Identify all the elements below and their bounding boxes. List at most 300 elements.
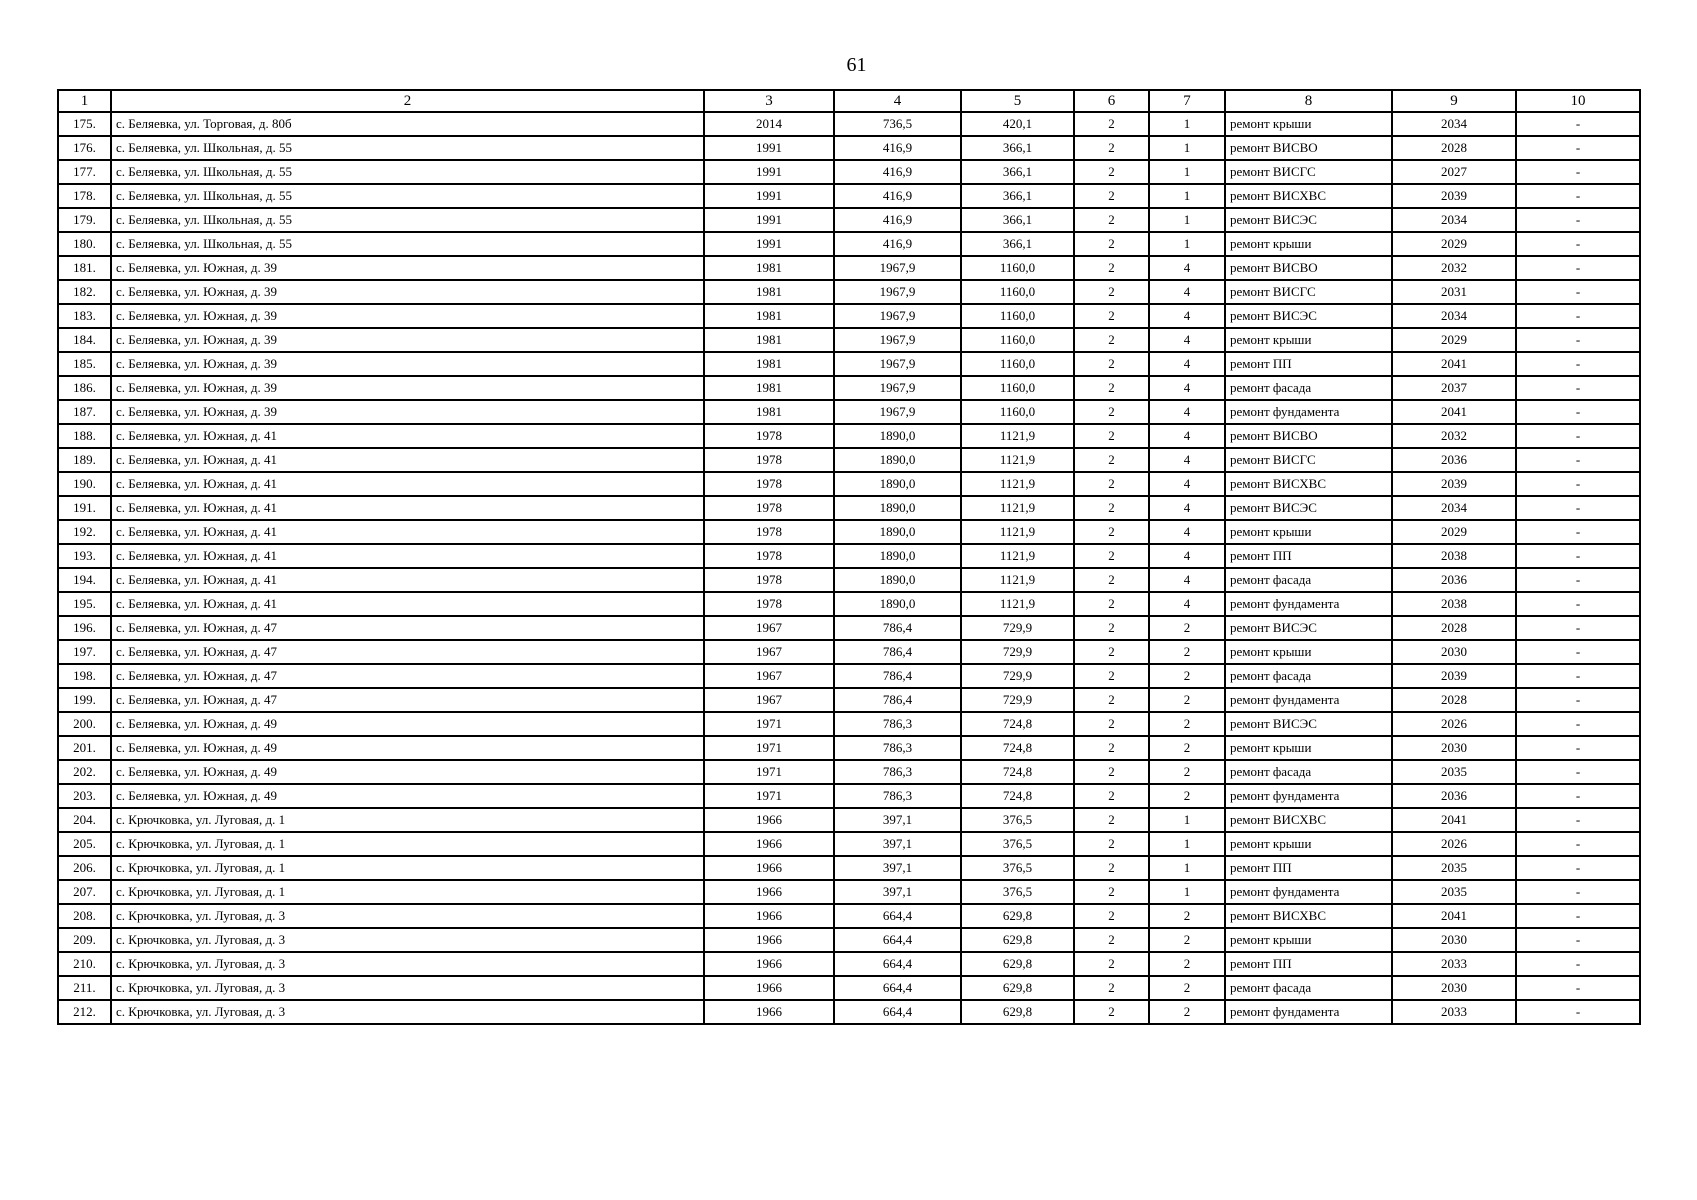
year-cell: 1978	[704, 496, 834, 520]
year-cell: 1981	[704, 304, 834, 328]
extra-cell: -	[1516, 904, 1640, 928]
entrances-cell: 2	[1149, 976, 1225, 1000]
table-row	[58, 400, 1640, 424]
work-type-cell: ремонт крыши	[1225, 232, 1392, 256]
floors-cell: 2	[1074, 976, 1149, 1000]
planned-year-cell: 2035	[1392, 760, 1516, 784]
floors-cell: 2	[1074, 112, 1149, 136]
floors-cell: 2	[1074, 400, 1149, 424]
living-area-cell: 376,5	[961, 880, 1074, 904]
planned-year-cell: 2032	[1392, 256, 1516, 280]
extra-cell: -	[1516, 208, 1640, 232]
living-area-cell: 1160,0	[961, 280, 1074, 304]
floors-cell: 2	[1074, 736, 1149, 760]
column-header-3: 3	[704, 90, 834, 112]
address-cell: с. Беляевка, ул. Южная, д. 41	[111, 472, 704, 496]
living-area-cell: 1160,0	[961, 352, 1074, 376]
year-cell: 1971	[704, 760, 834, 784]
living-area-cell: 1121,9	[961, 448, 1074, 472]
table-row	[58, 448, 1640, 472]
entrances-cell: 2	[1149, 664, 1225, 688]
column-header-1: 1	[58, 90, 111, 112]
total-area-cell: 786,4	[834, 688, 961, 712]
year-cell: 1966	[704, 832, 834, 856]
entrances-cell: 4	[1149, 544, 1225, 568]
table-row	[58, 304, 1640, 328]
work-type-cell: ремонт крыши	[1225, 640, 1392, 664]
table-row	[58, 280, 1640, 304]
work-type-cell: ремонт фундамента	[1225, 1000, 1392, 1024]
year-cell: 1966	[704, 808, 834, 832]
total-area-cell: 1967,9	[834, 304, 961, 328]
living-area-cell: 366,1	[961, 136, 1074, 160]
entrances-cell: 1	[1149, 880, 1225, 904]
year-cell: 1967	[704, 640, 834, 664]
floors-cell: 2	[1074, 544, 1149, 568]
extra-cell: -	[1516, 760, 1640, 784]
address-cell: с. Беляевка, ул. Южная, д. 39	[111, 352, 704, 376]
year-cell: 1966	[704, 952, 834, 976]
work-type-cell: ремонт ВИСХВС	[1225, 184, 1392, 208]
living-area-cell: 629,8	[961, 928, 1074, 952]
total-area-cell: 664,4	[834, 904, 961, 928]
entrances-cell: 1	[1149, 112, 1225, 136]
entrances-cell: 1	[1149, 160, 1225, 184]
table-row	[58, 136, 1640, 160]
year-cell: 1966	[704, 904, 834, 928]
work-type-cell: ремонт ВИСЭС	[1225, 712, 1392, 736]
entrances-cell: 4	[1149, 280, 1225, 304]
row-number: 178.	[58, 184, 111, 208]
living-area-cell: 1121,9	[961, 496, 1074, 520]
planned-year-cell: 2034	[1392, 496, 1516, 520]
column-header-10: 10	[1516, 90, 1640, 112]
extra-cell: -	[1516, 400, 1640, 424]
planned-year-cell: 2038	[1392, 592, 1516, 616]
entrances-cell: 2	[1149, 784, 1225, 808]
extra-cell: -	[1516, 256, 1640, 280]
floors-cell: 2	[1074, 232, 1149, 256]
row-number: 209.	[58, 928, 111, 952]
total-area-cell: 1890,0	[834, 544, 961, 568]
planned-year-cell: 2030	[1392, 976, 1516, 1000]
total-area-cell: 1890,0	[834, 592, 961, 616]
year-cell: 1971	[704, 736, 834, 760]
work-type-cell: ремонт ВИСЭС	[1225, 208, 1392, 232]
planned-year-cell: 2027	[1392, 160, 1516, 184]
living-area-cell: 724,8	[961, 736, 1074, 760]
entrances-cell: 2	[1149, 640, 1225, 664]
floors-cell: 2	[1074, 496, 1149, 520]
living-area-cell: 376,5	[961, 856, 1074, 880]
entrances-cell: 1	[1149, 184, 1225, 208]
year-cell: 1966	[704, 856, 834, 880]
year-cell: 1981	[704, 328, 834, 352]
floors-cell: 2	[1074, 448, 1149, 472]
total-area-cell: 1890,0	[834, 472, 961, 496]
address-cell: с. Беляевка, ул. Южная, д. 49	[111, 760, 704, 784]
extra-cell: -	[1516, 976, 1640, 1000]
total-area-cell: 786,3	[834, 760, 961, 784]
total-area-cell: 1890,0	[834, 424, 961, 448]
work-type-cell: ремонт ПП	[1225, 856, 1392, 880]
work-type-cell: ремонт фундамента	[1225, 400, 1392, 424]
year-cell: 1991	[704, 208, 834, 232]
work-type-cell: ремонт ВИСГС	[1225, 160, 1392, 184]
planned-year-cell: 2036	[1392, 568, 1516, 592]
year-cell: 1978	[704, 592, 834, 616]
total-area-cell: 786,4	[834, 664, 961, 688]
entrances-cell: 1	[1149, 208, 1225, 232]
year-cell: 1978	[704, 472, 834, 496]
entrances-cell: 1	[1149, 808, 1225, 832]
year-cell: 1981	[704, 400, 834, 424]
table-row	[58, 688, 1640, 712]
floors-cell: 2	[1074, 664, 1149, 688]
row-number: 177.	[58, 160, 111, 184]
address-cell: с. Крючковка, ул. Луговая, д. 3	[111, 952, 704, 976]
table-row	[58, 856, 1640, 880]
year-cell: 1966	[704, 928, 834, 952]
repair-schedule-table	[57, 89, 1641, 1025]
address-cell: с. Беляевка, ул. Южная, д. 41	[111, 592, 704, 616]
floors-cell: 2	[1074, 568, 1149, 592]
planned-year-cell: 2030	[1392, 928, 1516, 952]
total-area-cell: 664,4	[834, 952, 961, 976]
column-header-2: 2	[111, 90, 704, 112]
floors-cell: 2	[1074, 952, 1149, 976]
work-type-cell: ремонт ПП	[1225, 952, 1392, 976]
year-cell: 1991	[704, 160, 834, 184]
row-number: 201.	[58, 736, 111, 760]
extra-cell: -	[1516, 520, 1640, 544]
table-row	[58, 664, 1640, 688]
work-type-cell: ремонт фасада	[1225, 568, 1392, 592]
planned-year-cell: 2038	[1392, 544, 1516, 568]
work-type-cell: ремонт ВИСГС	[1225, 448, 1392, 472]
year-cell: 1978	[704, 544, 834, 568]
year-cell: 1981	[704, 256, 834, 280]
extra-cell: -	[1516, 160, 1640, 184]
year-cell: 1981	[704, 376, 834, 400]
table-row	[58, 616, 1640, 640]
living-area-cell: 376,5	[961, 832, 1074, 856]
row-number: 199.	[58, 688, 111, 712]
work-type-cell: ремонт фундамента	[1225, 688, 1392, 712]
table-row	[58, 832, 1640, 856]
address-cell: с. Беляевка, ул. Южная, д. 47	[111, 688, 704, 712]
entrances-cell: 4	[1149, 352, 1225, 376]
column-header-7: 7	[1149, 90, 1225, 112]
column-header-8: 8	[1225, 90, 1392, 112]
floors-cell: 2	[1074, 760, 1149, 784]
planned-year-cell: 2039	[1392, 472, 1516, 496]
extra-cell: -	[1516, 928, 1640, 952]
address-cell: с. Крючковка, ул. Луговая, д. 1	[111, 808, 704, 832]
table-row	[58, 568, 1640, 592]
floors-cell: 2	[1074, 184, 1149, 208]
entrances-cell: 4	[1149, 376, 1225, 400]
floors-cell: 2	[1074, 160, 1149, 184]
floors-cell: 2	[1074, 304, 1149, 328]
floors-cell: 2	[1074, 856, 1149, 880]
row-number: 176.	[58, 136, 111, 160]
planned-year-cell: 2036	[1392, 784, 1516, 808]
floors-cell: 2	[1074, 712, 1149, 736]
extra-cell: -	[1516, 880, 1640, 904]
total-area-cell: 1890,0	[834, 520, 961, 544]
planned-year-cell: 2030	[1392, 640, 1516, 664]
row-number: 190.	[58, 472, 111, 496]
total-area-cell: 786,3	[834, 784, 961, 808]
floors-cell: 2	[1074, 376, 1149, 400]
work-type-cell: ремонт крыши	[1225, 736, 1392, 760]
row-number: 181.	[58, 256, 111, 280]
total-area-cell: 1890,0	[834, 568, 961, 592]
header-row	[58, 90, 1640, 112]
year-cell: 1991	[704, 184, 834, 208]
floors-cell: 2	[1074, 424, 1149, 448]
page-number: 61	[846, 54, 867, 76]
living-area-cell: 629,8	[961, 976, 1074, 1000]
row-number: 205.	[58, 832, 111, 856]
living-area-cell: 1160,0	[961, 376, 1074, 400]
address-cell: с. Беляевка, ул. Южная, д. 47	[111, 664, 704, 688]
extra-cell: -	[1516, 688, 1640, 712]
column-header-4: 4	[834, 90, 961, 112]
extra-cell: -	[1516, 952, 1640, 976]
floors-cell: 2	[1074, 784, 1149, 808]
entrances-cell: 4	[1149, 592, 1225, 616]
floors-cell: 2	[1074, 880, 1149, 904]
living-area-cell: 629,8	[961, 952, 1074, 976]
planned-year-cell: 2026	[1392, 712, 1516, 736]
address-cell: с. Беляевка, ул. Южная, д. 41	[111, 448, 704, 472]
extra-cell: -	[1516, 616, 1640, 640]
row-number: 207.	[58, 880, 111, 904]
work-type-cell: ремонт ВИСВО	[1225, 256, 1392, 280]
year-cell: 1967	[704, 664, 834, 688]
living-area-cell: 366,1	[961, 232, 1074, 256]
floors-cell: 2	[1074, 256, 1149, 280]
row-number: 180.	[58, 232, 111, 256]
table-row	[58, 424, 1640, 448]
entrances-cell: 1	[1149, 832, 1225, 856]
extra-cell: -	[1516, 784, 1640, 808]
work-type-cell: ремонт фундамента	[1225, 784, 1392, 808]
table-row	[58, 520, 1640, 544]
extra-cell: -	[1516, 376, 1640, 400]
row-number: 200.	[58, 712, 111, 736]
address-cell: с. Беляевка, ул. Торговая, д. 80б	[111, 112, 704, 136]
table-row	[58, 472, 1640, 496]
table-row	[58, 544, 1640, 568]
extra-cell: -	[1516, 328, 1640, 352]
address-cell: с. Беляевка, ул. Южная, д. 41	[111, 544, 704, 568]
extra-cell: -	[1516, 736, 1640, 760]
column-header-6: 6	[1074, 90, 1149, 112]
address-cell: с. Беляевка, ул. Школьная, д. 55	[111, 160, 704, 184]
planned-year-cell: 2028	[1392, 688, 1516, 712]
planned-year-cell: 2035	[1392, 856, 1516, 880]
table-row	[58, 904, 1640, 928]
living-area-cell: 729,9	[961, 688, 1074, 712]
entrances-cell: 4	[1149, 328, 1225, 352]
planned-year-cell: 2041	[1392, 904, 1516, 928]
living-area-cell: 1121,9	[961, 472, 1074, 496]
table-row	[58, 376, 1640, 400]
entrances-cell: 2	[1149, 736, 1225, 760]
extra-cell: -	[1516, 304, 1640, 328]
row-number: 175.	[58, 112, 111, 136]
living-area-cell: 1121,9	[961, 592, 1074, 616]
address-cell: с. Беляевка, ул. Школьная, д. 55	[111, 136, 704, 160]
planned-year-cell: 2041	[1392, 352, 1516, 376]
planned-year-cell: 2026	[1392, 832, 1516, 856]
extra-cell: -	[1516, 136, 1640, 160]
row-number: 186.	[58, 376, 111, 400]
row-number: 185.	[58, 352, 111, 376]
row-number: 211.	[58, 976, 111, 1000]
address-cell: с. Беляевка, ул. Южная, д. 49	[111, 736, 704, 760]
entrances-cell: 2	[1149, 616, 1225, 640]
year-cell: 1967	[704, 616, 834, 640]
table-row	[58, 496, 1640, 520]
living-area-cell: 729,9	[961, 664, 1074, 688]
total-area-cell: 1967,9	[834, 256, 961, 280]
row-number: 203.	[58, 784, 111, 808]
table-row	[58, 112, 1640, 136]
year-cell: 1978	[704, 568, 834, 592]
total-area-cell: 664,4	[834, 928, 961, 952]
extra-cell: -	[1516, 640, 1640, 664]
row-number: 187.	[58, 400, 111, 424]
living-area-cell: 724,8	[961, 712, 1074, 736]
total-area-cell: 416,9	[834, 232, 961, 256]
total-area-cell: 1967,9	[834, 376, 961, 400]
total-area-cell: 1967,9	[834, 328, 961, 352]
entrances-cell: 2	[1149, 1000, 1225, 1024]
work-type-cell: ремонт крыши	[1225, 832, 1392, 856]
entrances-cell: 1	[1149, 856, 1225, 880]
row-number: 191.	[58, 496, 111, 520]
address-cell: с. Беляевка, ул. Южная, д. 39	[111, 328, 704, 352]
entrances-cell: 2	[1149, 688, 1225, 712]
entrances-cell: 4	[1149, 568, 1225, 592]
floors-cell: 2	[1074, 904, 1149, 928]
extra-cell: -	[1516, 712, 1640, 736]
table-row	[58, 184, 1640, 208]
living-area-cell: 724,8	[961, 784, 1074, 808]
table-row	[58, 760, 1640, 784]
work-type-cell: ремонт крыши	[1225, 928, 1392, 952]
work-type-cell: ремонт крыши	[1225, 328, 1392, 352]
table-row	[58, 352, 1640, 376]
address-cell: с. Беляевка, ул. Южная, д. 41	[111, 568, 704, 592]
year-cell: 1981	[704, 352, 834, 376]
address-cell: с. Крючковка, ул. Луговая, д. 3	[111, 904, 704, 928]
entrances-cell: 4	[1149, 496, 1225, 520]
year-cell: 2014	[704, 112, 834, 136]
table-row	[58, 712, 1640, 736]
living-area-cell: 366,1	[961, 160, 1074, 184]
entrances-cell: 4	[1149, 424, 1225, 448]
year-cell: 1967	[704, 688, 834, 712]
entrances-cell: 4	[1149, 520, 1225, 544]
extra-cell: -	[1516, 496, 1640, 520]
entrances-cell: 2	[1149, 712, 1225, 736]
floors-cell: 2	[1074, 520, 1149, 544]
planned-year-cell: 2036	[1392, 448, 1516, 472]
living-area-cell: 629,8	[961, 1000, 1074, 1024]
address-cell: с. Крючковка, ул. Луговая, д. 3	[111, 1000, 704, 1024]
row-number: 179.	[58, 208, 111, 232]
work-type-cell: ремонт крыши	[1225, 112, 1392, 136]
work-type-cell: ремонт ВИСЭС	[1225, 304, 1392, 328]
floors-cell: 2	[1074, 472, 1149, 496]
living-area-cell: 1121,9	[961, 544, 1074, 568]
address-cell: с. Беляевка, ул. Южная, д. 39	[111, 400, 704, 424]
address-cell: с. Беляевка, ул. Южная, д. 49	[111, 712, 704, 736]
extra-cell: -	[1516, 184, 1640, 208]
floors-cell: 2	[1074, 352, 1149, 376]
entrances-cell: 2	[1149, 928, 1225, 952]
living-area-cell: 729,9	[961, 616, 1074, 640]
work-type-cell: ремонт ВИСХВС	[1225, 808, 1392, 832]
floors-cell: 2	[1074, 1000, 1149, 1024]
planned-year-cell: 2033	[1392, 952, 1516, 976]
extra-cell: -	[1516, 472, 1640, 496]
total-area-cell: 664,4	[834, 976, 961, 1000]
row-number: 183.	[58, 304, 111, 328]
year-cell: 1966	[704, 1000, 834, 1024]
extra-cell: -	[1516, 592, 1640, 616]
work-type-cell: ремонт ВИСХВС	[1225, 472, 1392, 496]
extra-cell: -	[1516, 280, 1640, 304]
entrances-cell: 2	[1149, 952, 1225, 976]
total-area-cell: 736,5	[834, 112, 961, 136]
entrances-cell: 4	[1149, 256, 1225, 280]
address-cell: с. Беляевка, ул. Школьная, д. 55	[111, 184, 704, 208]
year-cell: 1991	[704, 136, 834, 160]
address-cell: с. Беляевка, ул. Южная, д. 47	[111, 640, 704, 664]
work-type-cell: ремонт фасада	[1225, 976, 1392, 1000]
entrances-cell: 4	[1149, 304, 1225, 328]
planned-year-cell: 2035	[1392, 880, 1516, 904]
total-area-cell: 397,1	[834, 880, 961, 904]
floors-cell: 2	[1074, 640, 1149, 664]
floors-cell: 2	[1074, 616, 1149, 640]
address-cell: с. Беляевка, ул. Южная, д. 41	[111, 496, 704, 520]
row-number: 193.	[58, 544, 111, 568]
work-type-cell: ремонт фасада	[1225, 376, 1392, 400]
total-area-cell: 786,3	[834, 736, 961, 760]
work-type-cell: ремонт ПП	[1225, 352, 1392, 376]
total-area-cell: 1967,9	[834, 400, 961, 424]
table-row	[58, 808, 1640, 832]
table-row	[58, 208, 1640, 232]
year-cell: 1971	[704, 784, 834, 808]
planned-year-cell: 2029	[1392, 328, 1516, 352]
planned-year-cell: 2039	[1392, 664, 1516, 688]
row-number: 212.	[58, 1000, 111, 1024]
column-header-5: 5	[961, 90, 1074, 112]
address-cell: с. Беляевка, ул. Южная, д. 49	[111, 784, 704, 808]
total-area-cell: 786,3	[834, 712, 961, 736]
total-area-cell: 397,1	[834, 832, 961, 856]
living-area-cell: 1121,9	[961, 520, 1074, 544]
extra-cell: -	[1516, 448, 1640, 472]
